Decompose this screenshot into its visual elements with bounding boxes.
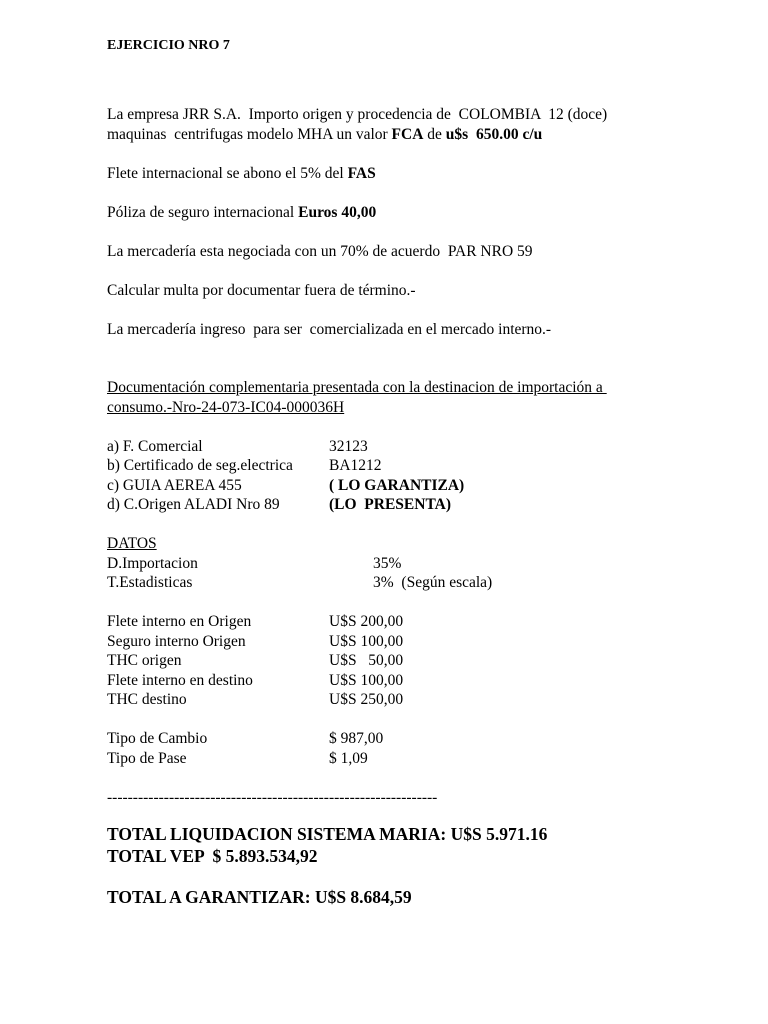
datos-value: 3% (Según escala) xyxy=(373,574,493,591)
insurance-line xyxy=(107,203,727,223)
cost-label: Flete interno en destino xyxy=(107,671,253,689)
datos-label: T.Estadisticas xyxy=(107,574,193,591)
total-maria: TOTAL LIQUIDACION SISTEMA MARIA: U$S 5.971.16 xyxy=(107,824,548,844)
documents-list xyxy=(107,437,727,515)
cost-label: Flete interno en Origen xyxy=(107,613,252,630)
datos-label: D.Importacion xyxy=(107,554,198,572)
cost-label: Seguro interno Origen xyxy=(107,632,246,650)
datos-value: 35% xyxy=(373,554,402,572)
document-page xyxy=(107,36,727,908)
unit-value: u$s 650.00 c/u xyxy=(445,125,543,143)
separator-line: ---------------------------------------------------------------- xyxy=(107,788,438,806)
cost-row xyxy=(107,651,727,671)
cost-row xyxy=(107,690,727,710)
document-label: b) Certificado de seg.electrica xyxy=(107,457,293,474)
document-value: BA1212 xyxy=(329,457,382,474)
insurance-text: Póliza de seguro internacional xyxy=(107,203,299,221)
document-value: 32123 xyxy=(329,437,368,455)
freight-basis: FAS xyxy=(347,164,376,182)
cost-row xyxy=(107,632,727,652)
exchange-row xyxy=(107,749,727,769)
document-row xyxy=(107,495,727,515)
cost-value: U$S 100,00 xyxy=(329,632,404,650)
document-value: (LO PRESENTA) xyxy=(329,496,452,513)
document-label: d) C.Origen ALADI Nro 89 xyxy=(107,496,280,513)
cost-label: THC destino xyxy=(107,691,187,708)
commercialization-line: La mercadería ingreso para ser comercializada en el mercado interno.- xyxy=(107,320,552,338)
exchange-label: Tipo de Pase xyxy=(107,749,187,767)
cost-value: U$S 250,00 xyxy=(329,691,404,708)
doc-heading-line-1: Documentación complementaria presentada con la destinacion de importación a xyxy=(107,379,607,396)
freight-text: Flete internacional se abono el 5% del xyxy=(107,164,348,182)
freight-line xyxy=(107,164,727,184)
document-row xyxy=(107,476,727,496)
negotiated-line: La mercadería esta negociada con un 70% de acuerdo PAR NRO 59 xyxy=(107,242,533,260)
exchange-label: Tipo de Cambio xyxy=(107,730,208,747)
total-garantizar: TOTAL A GARANTIZAR: U$S 8.684,59 xyxy=(107,887,412,907)
cost-row xyxy=(107,612,727,632)
cost-value: U$S 50,00 xyxy=(329,652,404,669)
intro-line-1: La empresa JRR S.A. Importo origen y procedencia de COLOMBIA 12 (doce) xyxy=(107,106,608,123)
intro-text: maquinas centrifugas modelo MHA un valor xyxy=(107,125,392,143)
document-row xyxy=(107,437,727,457)
doc-heading-line-2: consumo.-Nro-24-073-IC04-000036H xyxy=(107,398,345,416)
datos-row xyxy=(107,573,727,593)
exchange-value: $ 987,00 xyxy=(329,730,384,747)
cost-value: U$S 200,00 xyxy=(329,613,404,630)
exchange-list xyxy=(107,729,727,768)
cost-value: U$S 100,00 xyxy=(329,671,404,689)
cost-row xyxy=(107,671,727,691)
incoterm-fca: FCA xyxy=(391,125,424,143)
total-vep: TOTAL VEP $ 5.893.534,92 xyxy=(107,846,318,866)
exchange-value: $ 1,09 xyxy=(329,749,368,767)
exercise-title: EJERCICIO NRO 7 xyxy=(107,38,230,53)
datos-row xyxy=(107,554,727,574)
cost-label: THC origen xyxy=(107,652,182,669)
intro-connector: de xyxy=(423,125,446,143)
document-value: ( LO GARANTIZA) xyxy=(329,476,465,494)
intro-line-2 xyxy=(107,125,727,145)
costs-list xyxy=(107,612,727,710)
insurance-amount: Euros 40,00 xyxy=(298,203,377,221)
document-label: a) F. Comercial xyxy=(107,437,203,455)
spacer xyxy=(107,56,727,105)
penalty-line: Calcular multa por documentar fuera de término.- xyxy=(107,281,416,299)
document-row xyxy=(107,456,727,476)
intro-paragraph xyxy=(107,105,727,144)
datos-heading: DATOS xyxy=(107,535,157,552)
exchange-row xyxy=(107,729,727,749)
document-label: c) GUIA AEREA 455 xyxy=(107,476,242,494)
